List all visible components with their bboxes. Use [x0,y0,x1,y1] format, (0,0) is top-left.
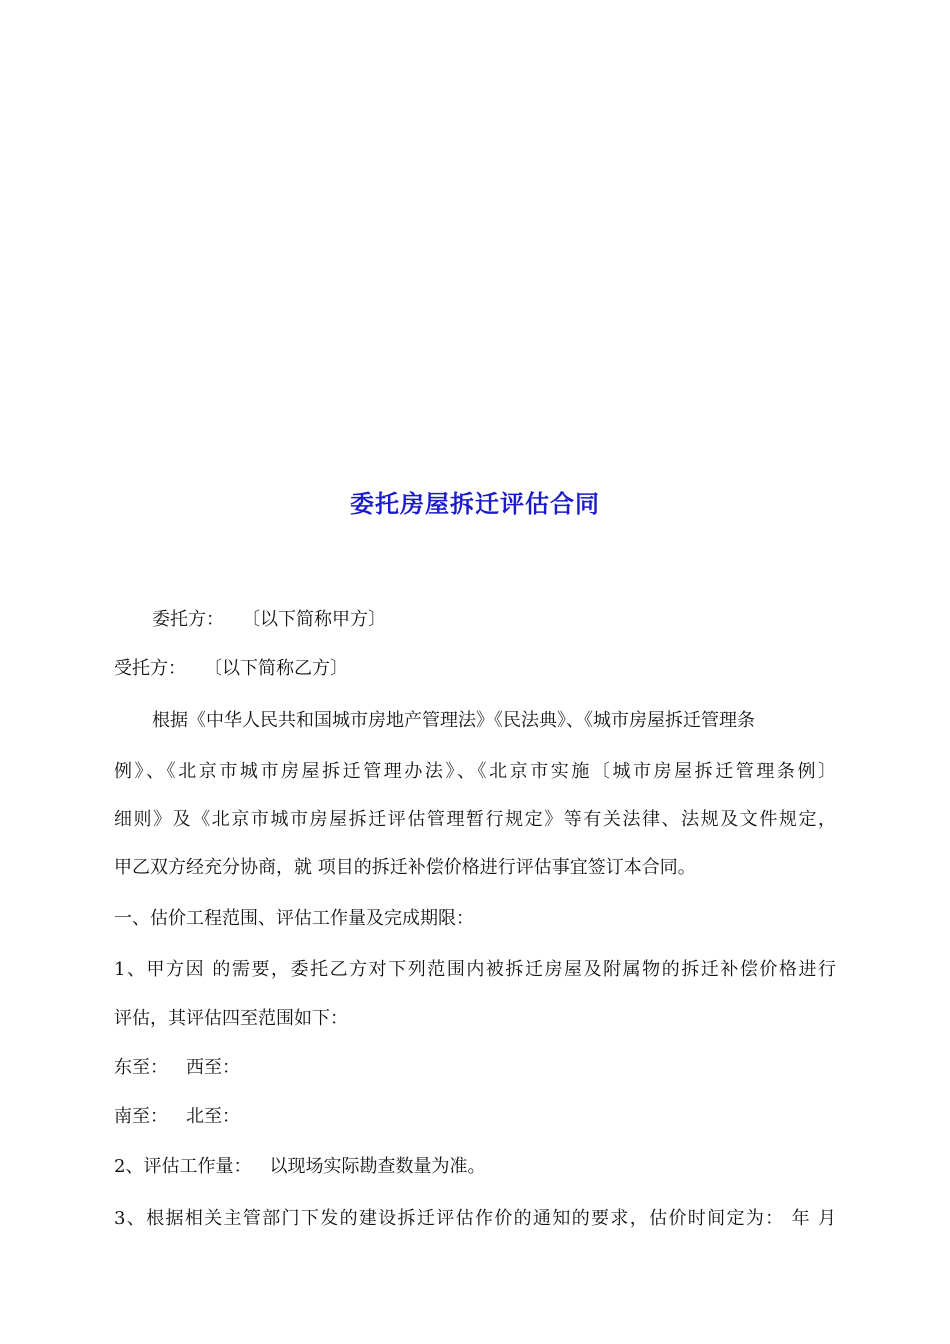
paragraph-line: 3、根据相关主管部门下发的建设拆迁评估作价的通知的要求，估价时间定为： 年 月 [114,1208,836,1229]
trustee-party-note: 〔以下简称乙方〕 [204,658,348,679]
west-boundary-label: 西至： [186,1057,240,1078]
paragraph-line: 例》、《北京市城市房屋拆迁管理办法》、《北京市实施〔城市房屋拆迁管理条例〕 [114,761,836,782]
client-party-label: 委托方： [152,609,224,630]
boundary-line-south-north [114,1105,240,1129]
workload-label: 2、评估工作量： [114,1156,252,1177]
east-boundary-label: 东至： [114,1057,168,1078]
paragraph-line: 1、甲方因 的需要，委托乙方对下列范围内被拆迁房屋及附属物的拆迁补偿价格进行 [114,959,836,980]
north-boundary-label: 北至： [186,1106,240,1127]
client-party-line [152,608,386,632]
workload-value: 以现场实际勘查数量为准。 [269,1156,486,1177]
paragraph-line: 根据《中华人民共和国城市房地产管理法》《民法典》、《城市房屋拆迁管理条 [152,710,755,731]
client-party-note: 〔以下简称甲方〕 [242,609,386,630]
document-title: 委托房屋拆迁评估合同 [350,490,600,518]
trustee-party-line [114,657,348,681]
paragraph-line: 细则》及《北京市城市房屋拆迁评估管理暂行规定》等有关法律、法规及文件规定， [114,809,836,830]
section-heading: 一、估价工程范围、评估工作量及完成期限： [114,908,474,929]
trustee-party-label: 受托方： [114,658,186,679]
workload-line [114,1155,485,1179]
paragraph-line: 甲乙双方经充分协商，就 项目的拆迁补偿价格进行评估事宜签订本合同。 [114,857,696,878]
south-boundary-label: 南至： [114,1106,168,1127]
paragraph-line: 评估，其评估四至范围如下： [114,1008,348,1029]
boundary-line-east-west [114,1056,240,1080]
